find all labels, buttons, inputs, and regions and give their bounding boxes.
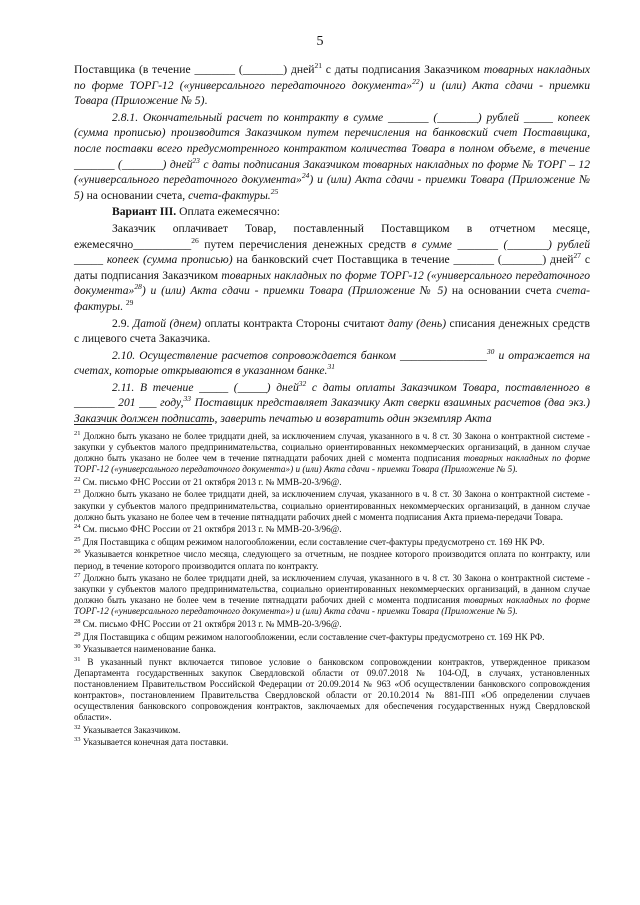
footnote-text: Для Поставщика с общим режимом налогообложении, если составление счет-фактуры предусмотрено ст. 169 НК РФ. — [80, 536, 545, 547]
footnote-32 — [74, 725, 590, 736]
footnote-24 — [74, 524, 590, 535]
footnotes — [74, 431, 590, 750]
footnote-marker: 31 — [74, 655, 81, 663]
footnote-31 — [74, 657, 590, 724]
footnote-marker: 30 — [74, 643, 81, 651]
footnote-text: Должно быть указано не более тридцати дней, за исключением случая, указанного в ч. 8 ст. 30 Закона о контрактной системе - закупки у субъектов малого предпринимательства, социально ориентированных некоммерческих организаций, в данном случае должно быть указано не более чем в течение пятнадцати рабочих дней с момента подписания Акта приема-передачи Товара. — [74, 489, 590, 522]
footnote-text: См. письмо ФНС России от 21 октября 2013 г. № ММВ-20-3/96@. — [80, 524, 342, 535]
footnote-text: Указывается конкретное число месяца, следующего за отчетным, не позднее которого производится оплата по контракту, или период, в течение которого производится оплата по контракту. — [74, 549, 590, 571]
footnote-marker: 33 — [74, 736, 81, 744]
paragraph-variant-3: Вариант III. Оплата ежемесячно: — [112, 205, 280, 219]
footnote-text: В указанный пункт включается типовое условие о банковском сопровождении контрактов, утвержденное приказом Департамента государственных закупок Свердловской области от 09.07.2018 № 104-ОД, в случаях, установленных постановлением Правительством Российской Федерации от 20.09.2014 № 963 «Об осуществлении банковского сопровождения контрактов», постановлением Правительства Свердловской области от 20.10.2014 № 881-ПП «Об определении случаев осуществления банковского сопровождения контрактов, заключаемых для обеспечения государственных нужд Свердловской области». — [74, 656, 590, 723]
footnote-text: товарных накладных по форме ТОРГ-12 («универсального передаточного документа») и (или) Акта сдачи - приемки Товара (Приложение № 5). — [74, 453, 590, 475]
footnote-text: Должно быть указано не более тридцати дней, за исключением случая, указанного в ч. 8 ст. 30 Закона о контрактной системе - закупки у субъектов малого предпринимательства, социально ориентированных некоммерческих организаций, в данном случае должно быть указано не более чем в течение пятнадцати рабочих дней с момента подписания — [74, 573, 590, 606]
footnote-30 — [74, 644, 590, 655]
footnote-27 — [74, 573, 590, 617]
footnote-marker: 29 — [74, 630, 81, 638]
footnote-marker: 21 — [74, 429, 81, 437]
footnote-21 — [74, 431, 590, 475]
footnote-separator — [74, 424, 212, 425]
footnote-25 — [74, 537, 590, 548]
footnote-marker: 25 — [74, 535, 81, 543]
footnote-29 — [74, 632, 590, 643]
footnote-28 — [74, 619, 590, 630]
footnote-33 — [74, 737, 590, 748]
footnote-26 — [74, 549, 590, 571]
footnote-text: Указывается конечная дата поставки. — [80, 737, 229, 748]
paragraph-monthly-payment: Заказчик оплачивает Товар, поставленный Поставщиком в отчетном месяце, ежемесячно__________$^{26}$ путем перечисления денежных средств в сумме _______ (_______) рублей _____ копеек (сумма прописью) на банковский счет Поставщика в течение _______ (_______) дней$^{27}$ с даты подписания Заказчиком товарных накладных по форме ТОРГ-12 («универсального передаточного документа»$^{28}$) и (или) Акта сдачи - приемки Товара (Приложение № 5) на основании счета счета-фактуры. $^{29}$ — [74, 221, 590, 313]
footnote-marker: 26 — [74, 548, 81, 556]
footnote-text: Указывается Заказчиком. — [80, 724, 181, 735]
footnote-marker: 28 — [74, 617, 81, 625]
footnote-text: Должно быть указано не более тридцати дней, за исключением случая, указанного в ч. 8 ст. 30 Закона о контрактной системе - закупки у субъектов малого предпринимательства, социально ориентированных некоммерческих организаций, в данном случае должно быть указано не более чем в течение пятнадцати рабочих дней с момента подписания — [74, 431, 590, 464]
footnote-23 — [74, 489, 590, 522]
footnote-marker: 27 — [74, 572, 81, 580]
contract-body — [74, 62, 590, 428]
footnote-text: Указывается наименование банка. — [80, 644, 216, 655]
footnote-text: товарных накладных по форме ТОРГ-12 («универсального передаточного документа») и (или) Акта сдачи - приемки Товара (Приложение № 5). — [74, 595, 590, 617]
footnote-marker: 24 — [74, 523, 81, 531]
paragraph-supplier-term: Поставщика (в течение _______ (_______) дней$^{21}$ с даты подписания Заказчиком товарных накладных по форме ТОРГ-12 («универсального передаточного документа»$^{22}$) и (или) Акта сдачи - приемки Товара (Приложение № 5). — [74, 61, 590, 108]
paragraph-2-8-1: 2.8.1. Окончательный расчет по контракту в сумме _______ (_______) рублей _____ копеек (сумма прописью) производится Заказчиком путем перечисления на банковский счет Поставщика, после поставки всего предусмотренного контрактом количества Товара в полном объеме, в течение _______ (_______) дней$^{23}$ с даты подписания Заказчиком товарных накладных по форме № ТОРГ – 12 («универсального передаточного документа»$^{24}$) и (или) Акта сдачи - приемки Товара (Приложение № 5) на основании счета, счета-фактуры.$^{25}$ — [74, 110, 591, 202]
footnote-marker: 22 — [74, 475, 81, 483]
paragraph-2-10: 2.10. Осуществление расчетов сопровождается банком _______________$^{30}$ и отражается на счетах, которые открываются в указанном банке.$^{31}$ — [74, 346, 590, 378]
paragraph-2-11: 2.11. В течение _____ (_____) дней$^{32}$ с даты оплаты Заказчиком Товара, поставленного в _______ 201 ___ году,$^{33}$ Поставщик представляет Заказчику Акт сверки взаимных расчетов (два экз.) Заказчик должен подписать, заверить печатью и возвратить один экземпляр Акта — [74, 379, 591, 426]
footnote-text: Для Поставщика с общим режимом налогообложении, если составление счет-фактуры предусмотрено ст. 169 НК РФ. — [80, 631, 545, 642]
paragraph-2-9: 2.9. Датой (днем) оплаты контракта Стороны считают дату (день) списания денежных средств с лицевого счета Заказчика. — [74, 316, 590, 346]
page-number: 5 — [316, 34, 324, 49]
footnote-marker: 32 — [74, 723, 81, 731]
footnote-text: См. письмо ФНС России от 21 октября 2013 г. № ММВ-20-3/96@. — [80, 476, 342, 487]
footnote-text: См. письмо ФНС России от 21 октября 2013 г. № ММВ-20-3/96@. — [80, 619, 342, 629]
footnote-22 — [74, 477, 590, 488]
footnote-marker: 23 — [74, 488, 81, 496]
